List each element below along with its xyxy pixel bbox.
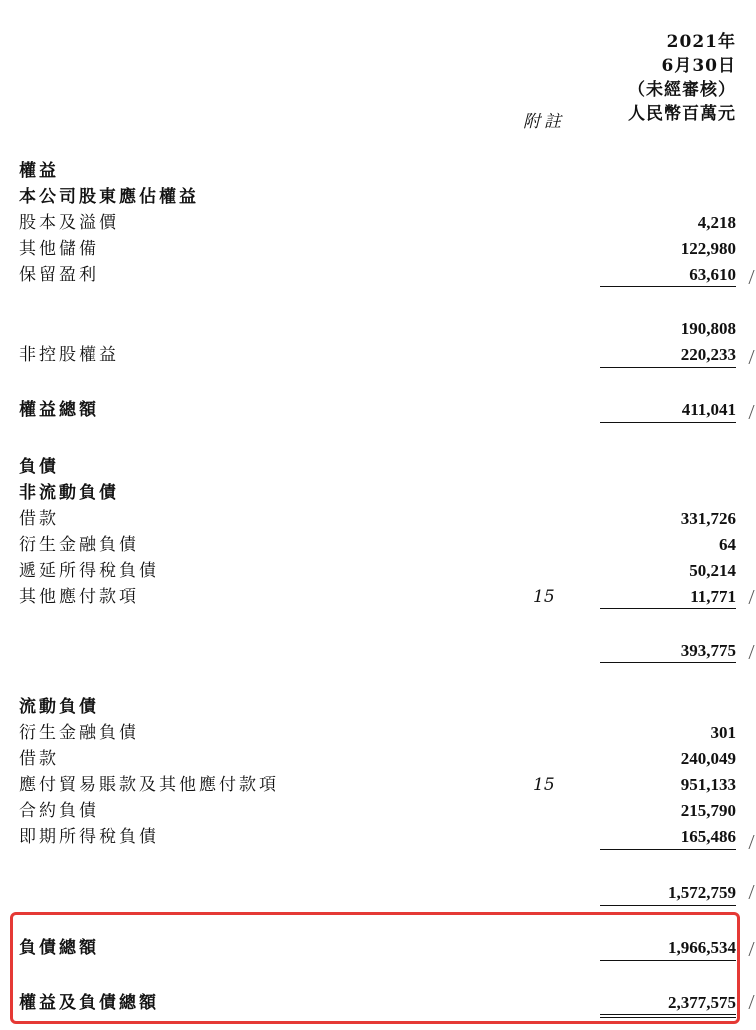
non-current-heading-row bbox=[0, 480, 756, 506]
row-label: 借款 bbox=[19, 749, 59, 769]
subtotal-value: 393,775 bbox=[680, 641, 736, 660]
grand-total-value: 2,377,575 bbox=[668, 993, 736, 1012]
section-heading: 負債 bbox=[19, 457, 59, 477]
subsection-heading: 非流動負債 bbox=[19, 483, 119, 503]
row-label: 保留盈利 bbox=[19, 265, 99, 285]
liabilities-section-row bbox=[0, 454, 756, 480]
row-value: 50,214 bbox=[689, 561, 736, 580]
total-label: 權益總額 bbox=[19, 400, 99, 420]
row-value: 240,049 bbox=[680, 749, 736, 768]
row-value: 64 bbox=[719, 535, 736, 554]
table-row bbox=[0, 824, 756, 850]
table-row bbox=[0, 506, 756, 532]
table-row bbox=[0, 746, 756, 772]
subtotal-rule bbox=[600, 849, 736, 850]
column-header-date bbox=[628, 30, 736, 126]
subsection-heading: 本公司股東應佔權益 bbox=[19, 187, 199, 207]
row-value: 165,486 bbox=[680, 827, 736, 846]
subtotal-row bbox=[0, 638, 756, 664]
subtotal-row bbox=[0, 316, 756, 342]
total-rule bbox=[600, 422, 736, 423]
subtotal-row bbox=[0, 880, 756, 906]
row-label: 合約負債 bbox=[19, 801, 99, 821]
date-year: 2021年 bbox=[666, 32, 736, 52]
subsection-heading: 流動負債 bbox=[19, 697, 99, 717]
equity-subsection-row bbox=[0, 184, 756, 210]
subtotal-value: 1,572,759 bbox=[668, 883, 736, 902]
subtotal-rule bbox=[600, 367, 736, 368]
subtotal-rule bbox=[600, 608, 736, 609]
row-value: 4,218 bbox=[697, 213, 736, 232]
subtotal-value: 190,808 bbox=[680, 319, 736, 338]
total-row bbox=[0, 397, 756, 423]
table-row bbox=[0, 210, 756, 236]
row-note: 15 bbox=[533, 775, 555, 795]
row-value: 220,233 bbox=[680, 345, 736, 364]
currency-unit: 人民幣百萬元 bbox=[628, 104, 736, 124]
table-row bbox=[0, 558, 756, 584]
total-label: 負債總額 bbox=[19, 938, 99, 958]
row-label: 應付貿易賬款及其他應付款項 bbox=[19, 775, 279, 795]
table-row bbox=[0, 532, 756, 558]
row-label: 其他儲備 bbox=[19, 239, 99, 259]
subtotal-rule bbox=[600, 905, 736, 906]
row-label: 借款 bbox=[19, 509, 59, 529]
equity-section-row bbox=[0, 158, 756, 184]
row-label: 遞延所得稅負債 bbox=[19, 561, 159, 581]
subtotal-rule bbox=[600, 286, 736, 287]
row-value: 122,980 bbox=[680, 239, 736, 258]
row-note: 15 bbox=[533, 587, 555, 607]
row-value: 63,610 bbox=[689, 265, 736, 284]
table-row bbox=[0, 720, 756, 746]
row-value: 215,790 bbox=[680, 801, 736, 820]
row-value: 951,133 bbox=[680, 775, 736, 794]
note-column-header: 附註 bbox=[523, 112, 565, 132]
table-row bbox=[0, 798, 756, 824]
row-value: 301 bbox=[710, 723, 736, 742]
highlight-box bbox=[10, 912, 740, 1024]
row-label: 其他應付款項 bbox=[19, 587, 139, 607]
current-heading-row bbox=[0, 694, 756, 720]
table-row bbox=[0, 236, 756, 262]
row-label: 即期所得稅負債 bbox=[19, 827, 159, 847]
table-row bbox=[0, 342, 756, 368]
grand-total-label: 權益及負債總額 bbox=[19, 993, 159, 1013]
total-value: 1,966,534 bbox=[668, 938, 736, 957]
table-row bbox=[0, 262, 756, 288]
row-label: 衍生金融負債 bbox=[19, 535, 139, 555]
table-row bbox=[0, 584, 756, 610]
audit-status: （未經審核） bbox=[628, 80, 736, 100]
row-value: 11,771 bbox=[690, 587, 736, 606]
total-value: 411,041 bbox=[681, 400, 736, 419]
row-label: 衍生金融負債 bbox=[19, 723, 139, 743]
row-label: 股本及溢價 bbox=[19, 213, 119, 233]
row-label: 非控股權益 bbox=[19, 345, 119, 365]
row-value: 331,726 bbox=[680, 509, 736, 528]
table-row bbox=[0, 772, 756, 798]
date-day: 6月30日 bbox=[661, 56, 736, 76]
section-heading: 權益 bbox=[19, 161, 59, 181]
subtotal-rule bbox=[600, 662, 736, 663]
